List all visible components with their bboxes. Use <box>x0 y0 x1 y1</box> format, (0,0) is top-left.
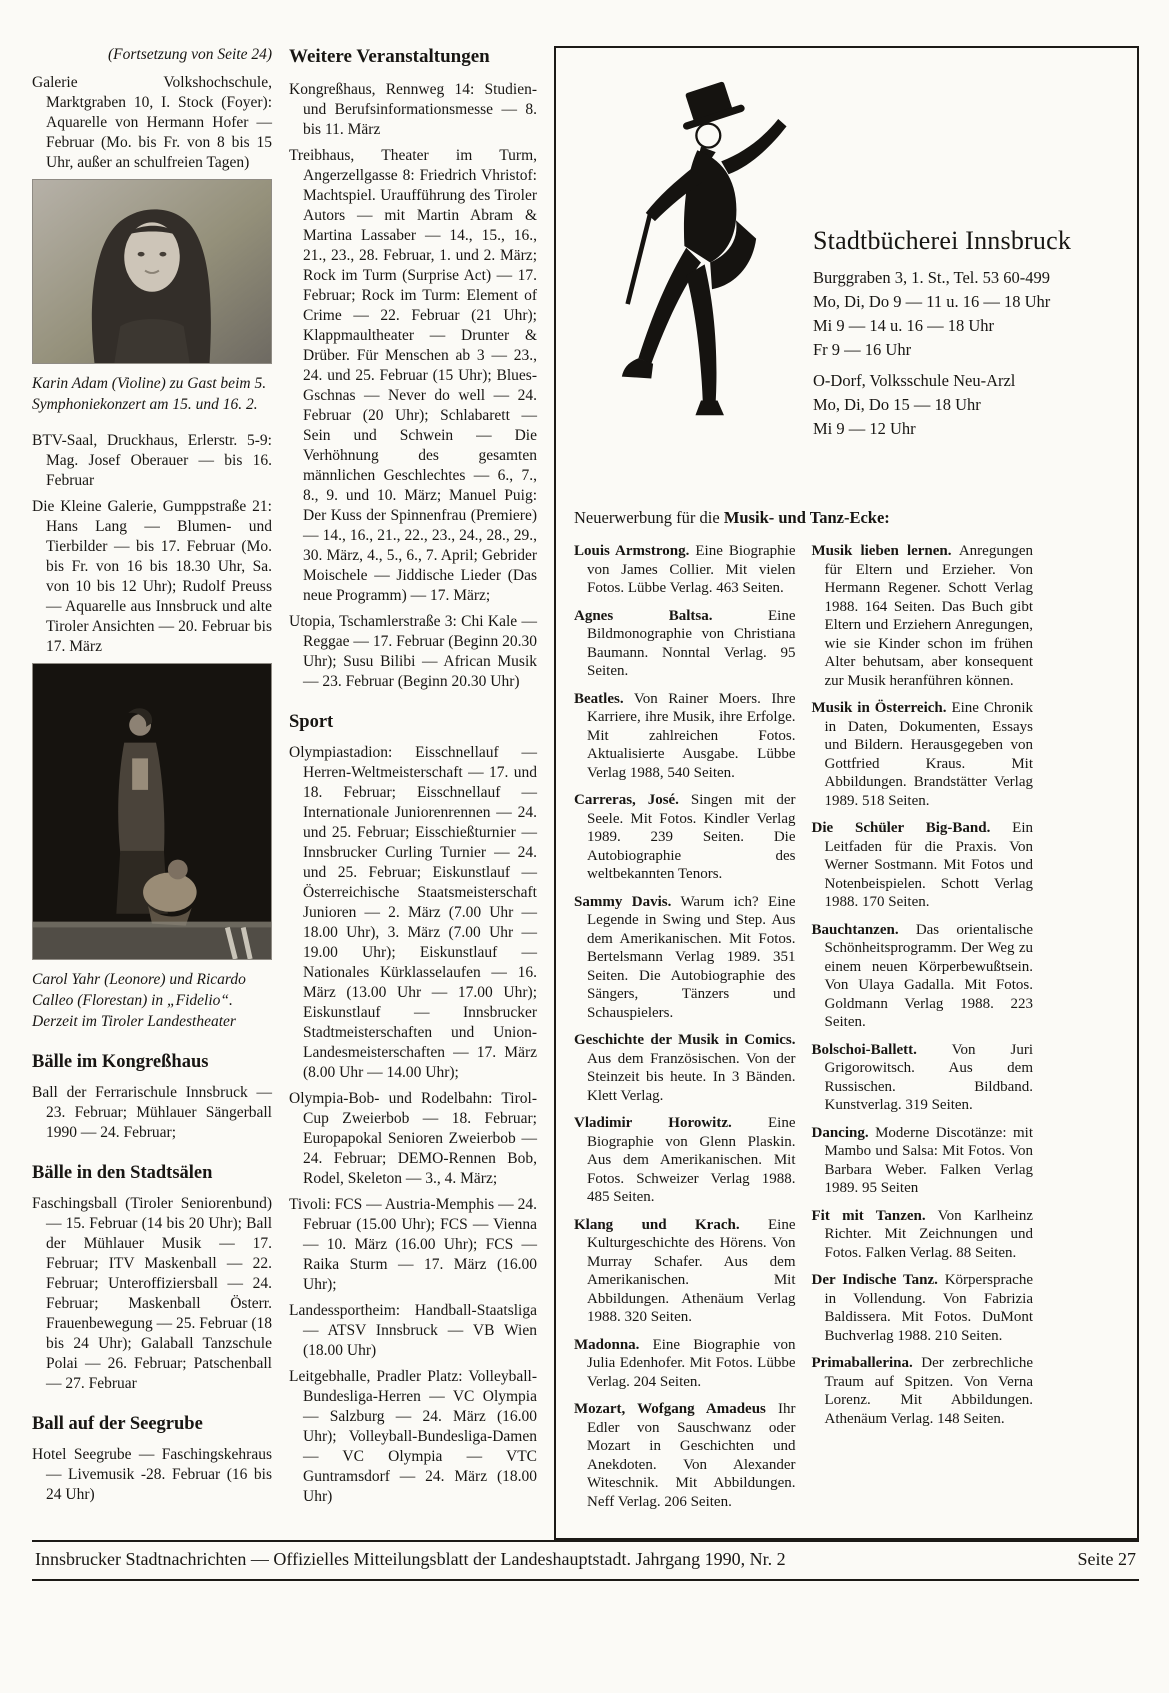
figure-karin-adam <box>32 179 272 415</box>
book-entry <box>812 1207 1034 1263</box>
library-hours-line: O-Dorf, Volksschule Neu-Arzl <box>813 371 1016 390</box>
sport-listing: Landessportheim: Handball-Staatsliga — ATSV Innsbruck — VB Wien (18.00 Uhr) <box>289 1302 537 1359</box>
book-description: Ein Leitfaden für die Praxis. Von Werner Sostmann. Mit Fotos und Notenbeispielen. Schott Verlag 1988. 170 Seiten. <box>824 820 1033 910</box>
footer-masthead: Innsbrucker Stadtnachrichten — Offizielles Mitteilungsblatt der Landeshauptstadt. Jahrgang 1990, Nr. 2 <box>35 1549 786 1569</box>
book-description: Ihr Edler von Sauschwanz oder Mozart in Geschichten und Anekdoten. Von Alexander Witeschnik. Mit Abbildungen. Neff Verlag. 206 Seiten. <box>587 1401 796 1510</box>
book-description: Eine Kulturgeschichte des Hörens. Von Murray Schafer. Aus dem Amerikanischen. Mit Abbildungen. Athenäum Verlag 1988. 320 Seiten. <box>587 1216 796 1325</box>
book-description: Der zerbrechliche Traum auf Spitzen. Von Verna Lorenz. Mit Abbildungen. Athenäum Verlag. 148 Seiten. <box>824 1355 1033 1427</box>
heading-weitere-veranstaltungen: Weitere Veranstaltungen <box>289 46 490 67</box>
sport-listing: Leitgebhalle, Pradler Platz: Volleyball-Bundesliga-Herren — VC Olympia — Salzburg — 24. März (16.00 Uhr); Volleyball-Bundesliga-Damen — VC Olympia — VTC Guntramsdorf — 24. März (18.00 Uhr) <box>289 1368 537 1505</box>
book-title: Klang und Krach. <box>574 1216 740 1233</box>
figure-fidelio <box>32 663 272 1032</box>
listing-btv-saal: BTV-Saal, Druckhaus, Erlerstr. 5-9: Mag. Josef Oberauer — bis 16. Februar <box>32 432 272 489</box>
book-entry <box>574 1114 796 1207</box>
book-description: Moderne Discotänze: mit Mambo und Salsa: Mit Fotos. Von Barbara Weber. Falken Verlag 1989. 95 Seiten <box>824 1124 1033 1196</box>
listing-baelle-kongresshaus: Ball der Ferrarischule Innsbruck — 23. Februar; Mühlauer Sängerball 1990 — 24. Februar; <box>32 1084 272 1141</box>
stadtbuecherei-box <box>554 46 1139 1540</box>
karin-adam-photo <box>32 179 272 364</box>
book-entry <box>574 690 796 783</box>
book-title: Bauchtanzen. <box>811 921 899 938</box>
book-column-right <box>812 542 1034 1520</box>
book-title: Die Schüler Big-Band. <box>811 820 991 836</box>
book-title: Vladimir Horowitz. <box>574 1115 732 1131</box>
book-entry <box>812 819 1034 912</box>
book-entry <box>574 607 796 681</box>
page-content <box>32 46 1139 1540</box>
library-hours-line: Mi 9 — 14 u. 16 — 18 Uhr <box>813 316 995 335</box>
heading-ball-seegrube: Ball auf der Seegrube <box>32 1414 203 1434</box>
listing-galerie-volkshochschule: Galerie Volkshochschule, Marktgraben 10, I. Stock (Foyer): Aquarelle von Hermann Hofer — Februar (Mo. bis Fr. von 8 bis 15 Uhr, außer an schulfreien Tagen) <box>32 74 272 171</box>
sport-listing: Tivoli: FCS — Austria-Memphis — 24. Februar (15.00 Uhr); FCS — Vienna — 10. März (16.00 Uhr); FCS — Raika Sturm — 17. März (16.00 Uhr); <box>289 1196 537 1293</box>
book-entry <box>574 1400 796 1511</box>
library-hours-line: Mo, Di, Do 15 — 18 Uhr <box>813 395 981 414</box>
book-entry <box>574 1216 796 1327</box>
book-title: Musik in Österreich. <box>811 700 947 716</box>
listing-kleine-galerie: Die Kleine Galerie, Gumppstraße 21: Hans Lang — Blumen- und Tierbilder — bis 17. Februar (Mo. bis Fr. von 16 bis 18.30 Uhr, Sa. von 10 bis 12 Uhr); Rudolf Preuss — Aquarelle aus Innsbruck und alte Tiroler Ansichten — 20. Februar bis 17. März <box>32 498 272 655</box>
book-entry <box>812 1124 1034 1198</box>
book-title: Beatles. <box>574 690 624 707</box>
karin-adam-caption: Karin Adam (Violine) zu Gast beim 5. Symphoniekonzert am 15. und 16. 2. <box>32 375 267 413</box>
library-hours-line: Burggraben 3, 1. St., Tel. 53 60-499 <box>813 268 1051 287</box>
book-description: Eine Biographie von Glenn Plaskin. Aus dem Amerikanischen. Mit Fotos. Schweizer Verlag 1988. 485 Seiten. <box>587 1115 796 1205</box>
library-hours-gap <box>813 362 1061 369</box>
left-column <box>32 46 272 1511</box>
fidelio-caption: Carol Yahr (Leonore) und Ricardo Calleo (Florestan) in „Fidelio“. Derzeit im Tiroler Landestheater <box>32 971 246 1030</box>
book-entry <box>574 893 796 1023</box>
new-acquisitions-topic: Musik- und Tanz-Ecke: <box>723 508 890 527</box>
book-description: Aus dem Französischen. Von der Steinzeit bis heute. In 3 Bänden. Klett Verlag. <box>587 1050 796 1104</box>
library-hours-main <box>813 266 1061 362</box>
book-description: Körpersprache in Vollendung. Von Fabrizia Baldissera. Mit Fotos. DuMont Buchverlag 1988. 210 Seiten. <box>824 1272 1033 1344</box>
event-listing: Utopia, Tschamlerstraße 3: Chi Kale — Reggae — 17. Februar (Beginn 20.30 Uhr); Susu Bilibi — African Musik — 23. Februar (Beginn 20.30 Uhr) <box>289 613 537 690</box>
book-entry <box>574 791 796 884</box>
sport-listing: Olympia-Bob- und Rodelbahn: Tirol-Cup Zweierbob — 18. Februar; Europapokal Senioren Zweierbob — 24. Februar; DEMO-Rennen Bob, Rodel, Skeleton — 3., 4. März; <box>289 1090 537 1187</box>
book-description: Eine Biographie von James Collier. Mit vielen Fotos. Lübbe Verlag. 463 Seiten. <box>587 543 796 596</box>
library-hours-line: Fr 9 — 16 Uhr <box>813 340 912 359</box>
book-description: Von Juri Grigorowitsch. Aus dem Russischen. Bildband. Kunstverlag. 319 Seiten. <box>824 1041 1033 1113</box>
book-description: Von Rainer Moers. Ihre Karriere, ihre Musik, ihre Erfolge. Mit zahlreichen Fotos. Aktualisierte Ausgabe. Lübbe Verlag 1988, 540 Seiten. <box>587 690 796 781</box>
stadtbuecherei-box-top <box>574 64 1119 496</box>
book-entry <box>812 1354 1034 1428</box>
book-description: Eine Chronik in Daten, Dokumenten, Essays und Bildern. Herausgegeben von Gottfried Kraus. Mit Abbildungen. Brandstätter Verlag 1989. 518 Seiten. <box>824 700 1034 809</box>
book-title: Fit mit Tanzen. <box>811 1207 926 1224</box>
book-description: Anregungen für Eltern und Erzieher. Von Hermann Regener. Schott Verlag 1988. 164 Seiten. Das Buch gibt Eltern und Erziehern Anregungen, wie sie Kinder schon im frühen Alter behutsam, aber konsequent zur Musik heranführen können. <box>824 543 1033 689</box>
heading-baelle-stadtsaele: Bälle in den Stadtsälen <box>32 1163 213 1183</box>
sport-listings <box>289 743 537 1507</box>
continuation-note: (Fortsetzung von Seite 24) <box>107 46 272 63</box>
sport-listing: Olympiastadion: Eisschnellauf — Herren-Weltmeisterschaft — 17. und 18. Februar; Eisschnellauf — Internationale Juniorenrennen — 24. und 25. Februar; Eisschießturnier — Innsbrucker Curling Turnier — 24. und 25. Februar; Eiskunstlauf — Österreichische Staatsmeisterschaft Junioren — 2. März (7.00 Uhr — 18.00 Uhr), 3. März (7.00 Uhr — 19.00 Uhr); Eiskunstlauf — Nationales Kürklasselaufen — 16. März (13.00 Uhr — 17.00 Uhr); Eiskunstlauf — Innsbrucker Stadtmeisterschaften und Union-Landesmeisterschaften — 17. März (8.00 Uhr — 14.00 Uhr); <box>289 744 537 1081</box>
event-listing: Kongreßhaus, Rennweg 14: Studien- und Berufsinformationsmesse — 8. bis 11. März <box>289 81 537 138</box>
library-title: Stadtbücherei Innsbruck <box>813 226 1072 255</box>
book-listings <box>574 542 1119 1520</box>
footer-page-number: Seite 27 <box>1077 1549 1136 1569</box>
book-entry <box>812 921 1034 1032</box>
library-hours-odorf <box>813 369 1061 441</box>
book-title: Musik lieben lernen. <box>811 543 952 559</box>
book-description: Eine Biographie von Julia Edenhofer. Mit Fotos. Lübbe Verlag. 204 Seiten. <box>587 1336 796 1390</box>
book-title: Geschichte der Musik in Comics. <box>574 1032 796 1048</box>
book-title: Agnes Baltsa. <box>574 607 713 624</box>
book-title: Der Indische Tanz. <box>811 1272 938 1288</box>
library-info <box>813 226 1072 496</box>
book-title: Carreras, José. <box>574 792 679 808</box>
heading-baelle-kongresshaus: Bälle im Kongreßhaus <box>32 1052 209 1072</box>
book-entry <box>574 1336 796 1392</box>
book-description: Das orientalische Schönheitsprogramm. Der Weg zu einem neuen Körperbewußtsein. Von Ulaya Gadalla. Mit Fotos. Goldmann Verlag 1988. 223 Seiten. <box>824 921 1033 1030</box>
book-entry <box>574 542 796 598</box>
book-title: Sammy Davis. <box>574 893 672 910</box>
listing-ball-seegrube: Hotel Seegrube — Faschingskehraus — Livemusik -28. Februar (16 bis 24 Uhr) <box>32 1446 272 1503</box>
page-footer <box>32 1540 1139 1581</box>
book-title: Dancing. <box>811 1124 869 1141</box>
book-title: Primaballerina. <box>811 1355 913 1371</box>
book-title: Bolschoi-Ballett. <box>811 1041 917 1058</box>
book-title: Mozart, Wofgang Amadeus <box>574 1401 766 1417</box>
book-entry <box>812 542 1034 690</box>
book-description: Eine Bildmonographie von Christiana Baumann. Nonntal Verlag. 95 Seiten. <box>587 607 796 679</box>
book-description: Von Karlheinz Richter. Mit Zeichnungen und Fotos. Falken Verlag. 88 Seiten. <box>824 1207 1033 1261</box>
heading-sport: Sport <box>289 712 334 732</box>
event-listings <box>289 80 537 692</box>
book-entry <box>574 1031 796 1105</box>
book-title: Madonna. <box>574 1336 640 1353</box>
book-entry <box>812 699 1034 810</box>
book-entry <box>812 1041 1034 1115</box>
book-column-left <box>574 542 796 1520</box>
book-title: Louis Armstrong. <box>574 543 690 559</box>
book-description: Singen mit der Seele. Mit Fotos. Kindler Verlag 1989. 239 Seiten. Die Autobiographie des weltbekannten Tenors. <box>587 792 796 882</box>
library-hours-line: Mi 9 — 12 Uhr <box>813 419 916 438</box>
book-description: Warum ich? Eine Legende in Swing und Step. Aus dem Amerikanischen. Mit Fotos. Bertelsmann Verlag 1989. 351 Seiten. Die Autobiographie des Sängers, Tänzers und Schauspielers. <box>587 893 796 1021</box>
fidelio-photo <box>32 663 272 960</box>
event-listing: Treibhaus, Theater im Turm, Angerzellgasse 8: Friedrich Vhristof: Machtspiel. Uraufführung des Tiroler Autors — mit Martin Abram & Martina Lassaber — 14., 15., 16., 21., 23., 28. Februar, 1. und 2. März; Rock im Turm (Surprise Act) — 17. Februar; Rock im Turm: Element of Crime — 22. Februar (21 Uhr); Klappmaultheater — Drunter & Drüber. Für Menschen ab 3 — 23., 24. und 25. Februar (15 Uhr); Blues-Gschnas — Never do well — 24. Februar (20 Uhr); Schlabarett — Sein und Schwein — Die Verhöhnung des gesamten männlichen Geschlechtes — 6., 7., 8., 9. und 10. März; Manuel Puig: Der Kuss der Spinnenfrau (Premiere) — 14., 16., 21., 22., 23., 24., 28., 29., 30. März, 4., 5., 6., 7. April; Gebrider Moischele — Jiddische Lieder (Das neue Programm) — 17. März; <box>289 147 537 604</box>
new-acquisitions-prefix: Neuerwerbung für die <box>574 508 724 527</box>
listing-baelle-stadtsaele: Faschingsball (Tiroler Seniorenbund) — 15. Februar (14 bis 20 Uhr); Ball der Mühlauer Musik — 17. Februar; ITV Maskenball — 22. Februar; Unteroffiziersball — 24. Februar; Maskenball Österr. Frauenbewegung — 25. Februar (18 bis 24 Uhr); Galaball Tanzschule Polai — 26. Februar; Patschenball — 27. Februar <box>32 1195 272 1392</box>
new-acquisitions-line <box>574 508 1119 528</box>
middle-column <box>289 46 537 1513</box>
dancer-illustration <box>574 64 804 496</box>
library-hours-line: Mo, Di, Do 9 — 11 u. 16 — 18 Uhr <box>813 292 1051 311</box>
book-entry <box>812 1271 1034 1345</box>
